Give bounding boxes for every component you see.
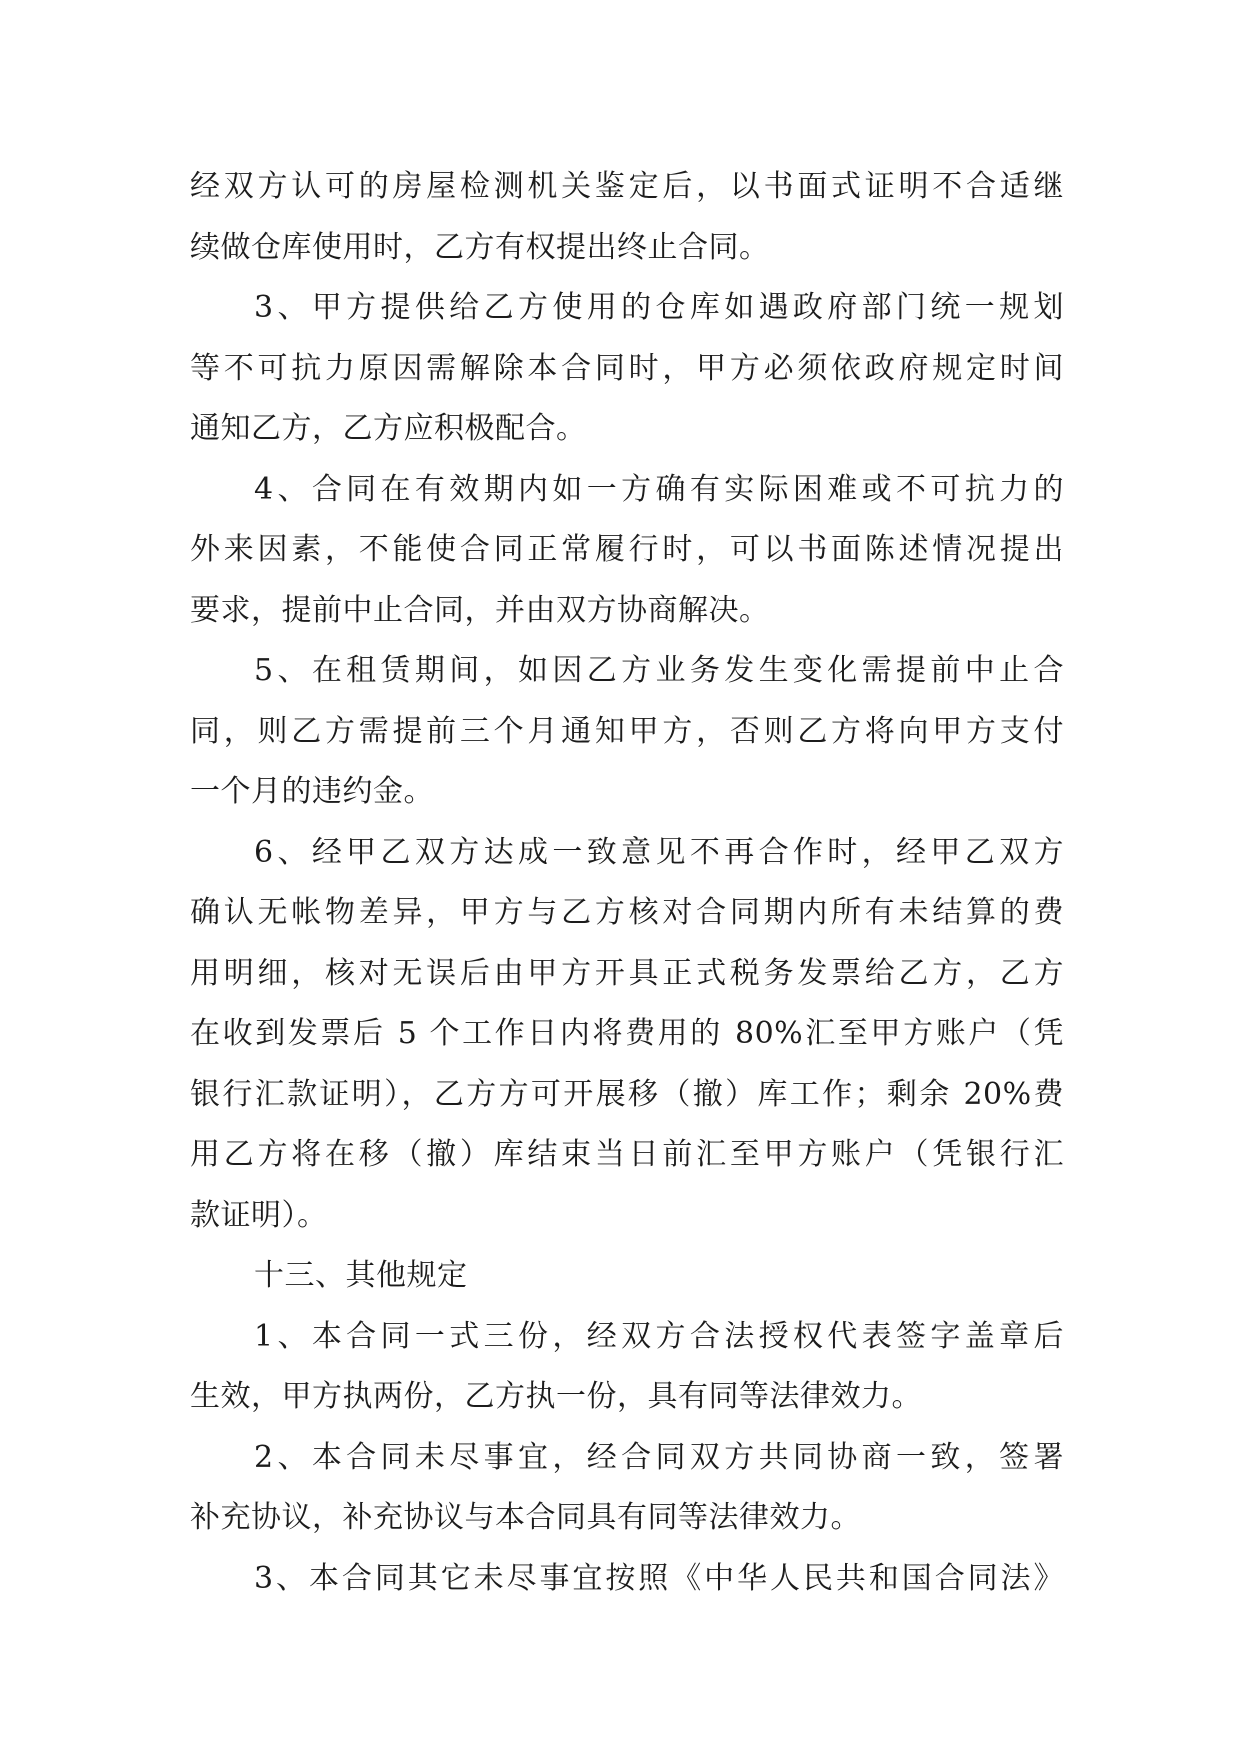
text-line: 4、合同在有效期内如一方确有实际困难或不可抗力的 <box>254 471 1064 507</box>
text-line: 十三、其他规定 <box>254 1258 468 1293</box>
text-line: 确认无帐物差异，甲方与乙方核对合同期内所有未结算的费 <box>190 895 1064 930</box>
text-line: 2、本合同未尽事宜，经合同双方共同协商一致，签署 <box>254 1439 1064 1475</box>
text-line: 补充协议，补充协议与本合同具有同等法律效力。 <box>190 1500 861 1535</box>
text-line: 用明细，核对无误后由甲方开具正式税务发票给乙方，乙方 <box>190 955 1064 991</box>
text-line: 银行汇款证明），乙方方可开展移（撤）库工作；剩余 20%费 <box>190 1076 1064 1112</box>
text-line: 在收到发票后 5 个工作日内将费用的 80%汇至甲方账户（凭 <box>190 1016 1064 1051</box>
text-line: 通知乙方，乙方应积极配合。 <box>190 411 587 446</box>
document-body <box>190 157 1064 1609</box>
text-line: 款证明）。 <box>190 1197 328 1233</box>
text-line: 要求，提前中止合同，并由双方协商解决。 <box>190 592 770 628</box>
text-line: 一个月的违约金。 <box>190 774 434 809</box>
text-line: 6、经甲乙双方达成一致意见不再合作时，经甲乙双方 <box>254 834 1064 870</box>
text-line: 等不可抗力原因需解除本合同时，甲方必须依政府规定时间 <box>190 350 1064 386</box>
text-line: 3、本合同其它未尽事宜按照《中华人民共和国合同法》 <box>254 1560 1064 1596</box>
text-line: 1、本合同一式三份，经双方合法授权代表签字盖章后 <box>254 1318 1064 1354</box>
text-line: 3、甲方提供给乙方使用的仓库如遇政府部门统一规划 <box>254 290 1064 325</box>
text-line: 外来因素，不能使合同正常履行时，可以书面陈述情况提出 <box>190 532 1064 567</box>
text-line: 同，则乙方需提前三个月通知甲方，否则乙方将向甲方支付 <box>190 713 1064 749</box>
text-line: 5、在租赁期间，如因乙方业务发生变化需提前中止合 <box>254 653 1064 688</box>
text-line: 用乙方将在移（撤）库结束当日前汇至甲方账户（凭银行汇 <box>190 1137 1064 1172</box>
text-line: 经双方认可的房屋检测机关鉴定后，以书面式证明不合适继 <box>190 169 1064 204</box>
text-line: 续做仓库使用时，乙方有权提出终止合同。 <box>190 229 770 265</box>
text-line: 生效，甲方执两份，乙方执一份，具有同等法律效力。 <box>190 1379 922 1414</box>
